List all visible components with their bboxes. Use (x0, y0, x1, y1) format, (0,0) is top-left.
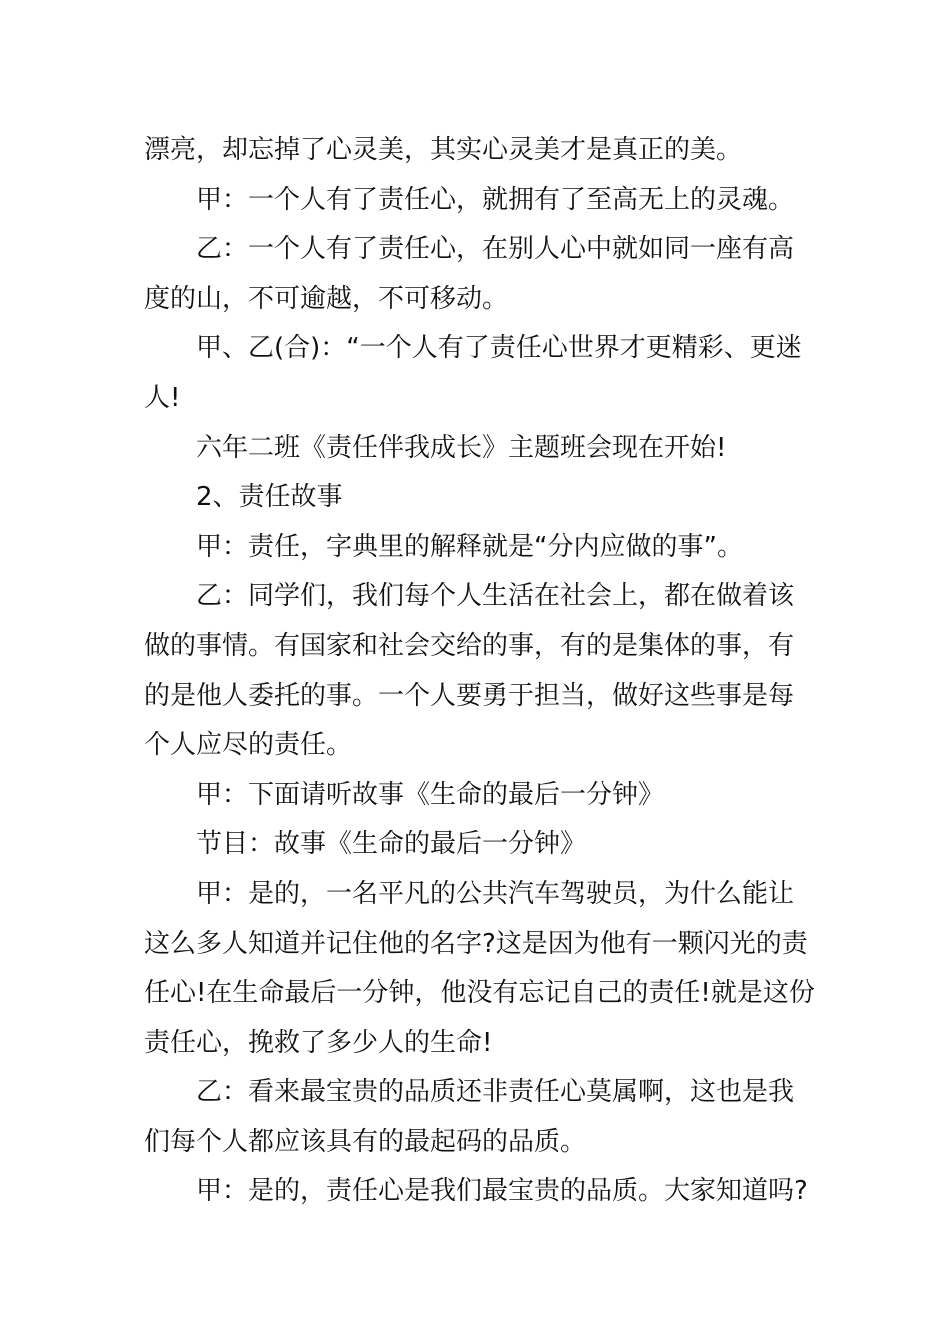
text-line: 个人应尽的责任。 (144, 730, 353, 761)
text-line: 度的山，不可逾越，不可移动。 (144, 283, 509, 314)
text-line: 甲：是的，一名平凡的公共汽车驾驶员，为什么能让 (196, 878, 795, 909)
text-line: 做的事情。有国家和社会交给的事，有的是集体的事，有 (144, 630, 795, 661)
text-line: 的是他人委托的事。一个人要勇于担当，做好这些事是每 (144, 680, 795, 711)
body-text (144, 126, 816, 1217)
text-line: 们每个人都应该具有的最起码的品质。 (144, 1126, 587, 1157)
text-line: 六年二班《责任伴我成长》主题班会现在开始! (196, 432, 727, 463)
text-line: 任心!在生命最后一分钟，他没有忘记自己的责任!就是这份 (144, 978, 815, 1009)
text-line: 节目：故事《生命的最后一分钟》 (196, 829, 587, 860)
text-line: 甲：一个人有了责任心，就拥有了至高无上的灵魂。 (196, 184, 795, 215)
text-line: 甲：责任，字典里的解释就是“分内应做的事”。 (196, 531, 743, 562)
text-line: 责任心，挽救了多少人的生命! (144, 1027, 493, 1058)
text-line: 人! (144, 382, 181, 413)
text-line: 乙：同学们，我们每个人生活在社会上，都在做着该 (196, 581, 795, 612)
text-line: 乙：看来最宝贵的品质还非责任心莫属啊，这也是我 (196, 1077, 795, 1108)
text-line: 甲：是的，责任心是我们最宝贵的品质。大家知道吗? (196, 1176, 808, 1207)
text-line: 甲：下面请听故事《生命的最后一分钟》 (196, 779, 665, 810)
text-line: 漂亮，却忘掉了心灵美，其实心灵美才是真正的美。 (144, 135, 743, 165)
text-line: 乙：一个人有了责任心，在别人心中就如同一座有高 (196, 234, 795, 265)
text-line: 2、责任故事 (196, 482, 343, 513)
text-line: 这么多人知道并记住他的名字?这是因为他有一颗闪光的责 (144, 928, 808, 959)
text-line: 甲、乙(合)：“一个人有了责任心世界才更精彩、更迷 (196, 333, 802, 364)
